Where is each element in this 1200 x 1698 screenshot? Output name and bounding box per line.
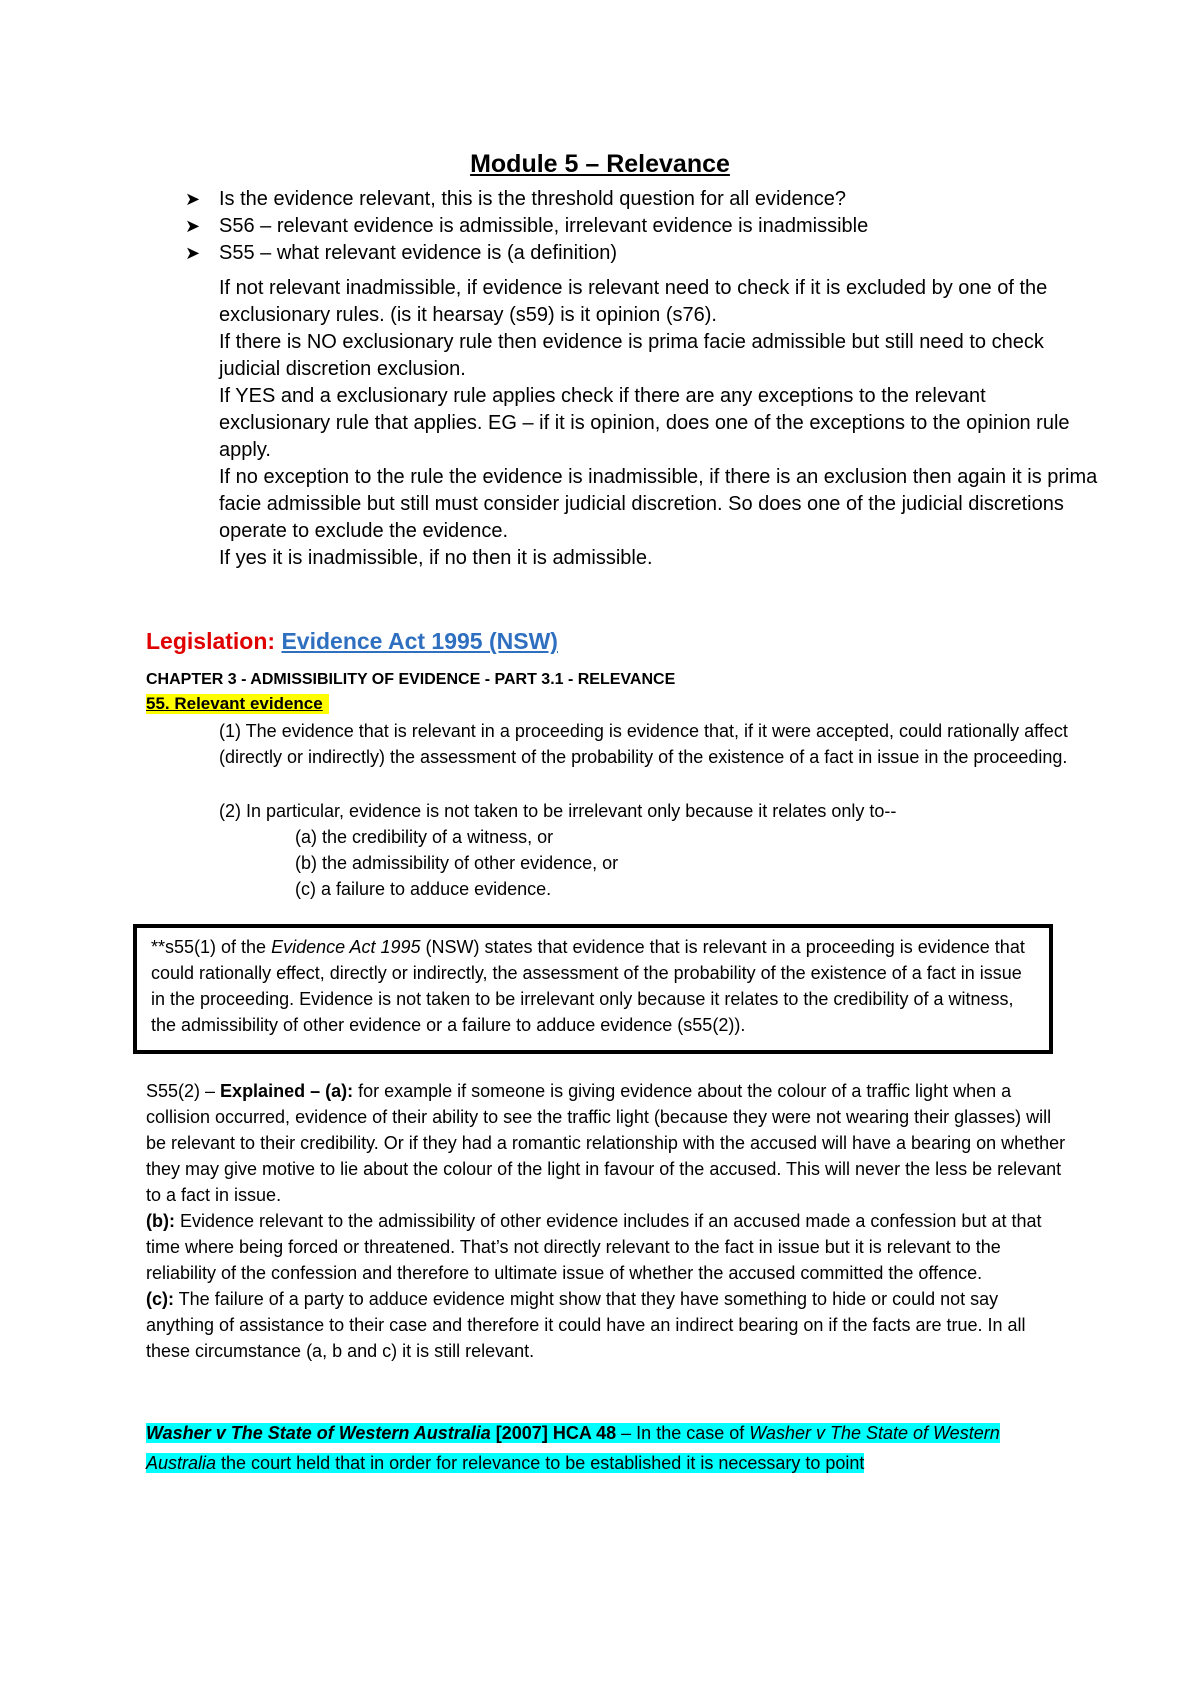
arrow-bullet-icon: ➤ — [185, 189, 201, 209]
paragraph: If yes it is inadmissible, if no then it is admissible. — [219, 547, 653, 569]
subsection-1: (1) The evidence that is relevant in a proceeding is evidence that, if it were accepted, could rationally affect (directly or indirectly) the assessment of the probability of the existence of a fact in issue in the proceeding. — [219, 721, 1068, 767]
paragraph: If there is NO exclusionary rule then evidence is prima facie admissible but still need to check judicial discretion exclusion. — [219, 331, 1044, 380]
explanation-c: (c): The failure of a party to adduce evidence might show that they have something to hide or could not say anything of assistance to their case and therefore it could have an indirect bearing on if the facts are true. In all these circumstance (a, b and c) it is still relevant. — [146, 1289, 1026, 1361]
explanation-b: (b): Evidence relevant to the admissibility of other evidence includes if an accused made a confession but at that time where being forced or threatened. That’s not directly relevant to the fact in issue but it is relevant to the reliability of the confession and therefore to ultimate issue of whether the accused committed the offence. — [146, 1211, 1042, 1283]
paragraph: If no exception to the rule the evidence is inadmissible, if there is an exclusion then again it is prima facie admissible but still must consider judicial discretion. So does one of the judicial discretions operate to exclude the evidence. — [219, 466, 1098, 542]
section-55-heading: 55. Relevant evidence — [146, 694, 329, 714]
bullet-item: ➤ S56 – relevant evidence is admissible, irrelevant evidence is inadmissible — [185, 213, 1085, 240]
bullet-list — [185, 186, 1085, 267]
subsection-item-c: (c) a failure to adduce evidence. — [295, 879, 552, 899]
subsection-item-a: (a) the credibility of a witness, or — [295, 827, 554, 847]
bullet-item: ➤ Is the evidence relevant, this is the threshold question for all evidence? — [185, 186, 1085, 213]
legislation-label: Legislation: — [146, 628, 276, 654]
evidence-act-link[interactable]: Evidence Act 1995 (NSW) — [281, 628, 558, 654]
explanation-section — [146, 1078, 1066, 1364]
chapter-heading: CHAPTER 3 - ADMISSIBILITY OF EVIDENCE - PART 3.1 - RELEVANCE — [146, 671, 676, 688]
paragraph: If not relevant inadmissible, if evidence is relevant need to check if it is excluded by one of the exclusionary rules. (is it hearsay (s59) is it opinion (s76). — [219, 277, 1048, 326]
bullet-item: ➤ S55 – what relevant evidence is (a definition) — [185, 240, 1085, 267]
act-name-italic: Evidence Act 1995 — [271, 937, 421, 957]
page-title: Module 5 – Relevance — [470, 150, 730, 178]
arrow-bullet-icon: ➤ — [185, 216, 201, 236]
subsection-item-b: (b) the admissibility of other evidence, or — [295, 853, 619, 873]
subsection-2: (2) In particular, evidence is not taken to be irrelevant only because it relates only to-- — [219, 801, 897, 821]
explanation-a: S55(2) – Explained – (a): for example if someone is giving evidence about the colour of a traffic light when a collision occurred, evidence of their ability to see the traffic light (because they were not wearing their glasses) will be relevant to their credibility. Or if they had a romantic relationship with the accused will have a bearing on whether they may give motive to lie about the colour of the light in favour of the accused. This will never the less be relevant to a fact in issue. — [146, 1081, 1066, 1205]
case-paragraph: Washer v The State of Western Australia [2007] HCA 48 – In the case of Washer v The State of Western Australia the court held that in order for relevance to be established it is necessary to point — [146, 1423, 1000, 1473]
arrow-bullet-icon: ➤ — [185, 243, 201, 263]
summary-box: **s55(1) of the Evidence Act 1995 (NSW) states that evidence that is relevant in a proceeding is evidence that could rationally effect, directly or indirectly, the assessment of the probability of the existence of a fact in issue in the proceeding. Evidence is not taken to be irrelevant only because it relates to the credibility of a witness, the admissibility of other evidence or a failure to adduce evidence (s55(2)). — [133, 924, 1053, 1054]
case-name: Washer v The State of Western Australia — [146, 1423, 491, 1443]
legislation-heading — [146, 628, 558, 655]
paragraph: If YES and a exclusionary rule applies check if there are any exceptions to the relevant exclusionary rule that applies. EG – if it is opinion, does one of the exceptions to the opinion rule apply. — [219, 385, 1070, 461]
